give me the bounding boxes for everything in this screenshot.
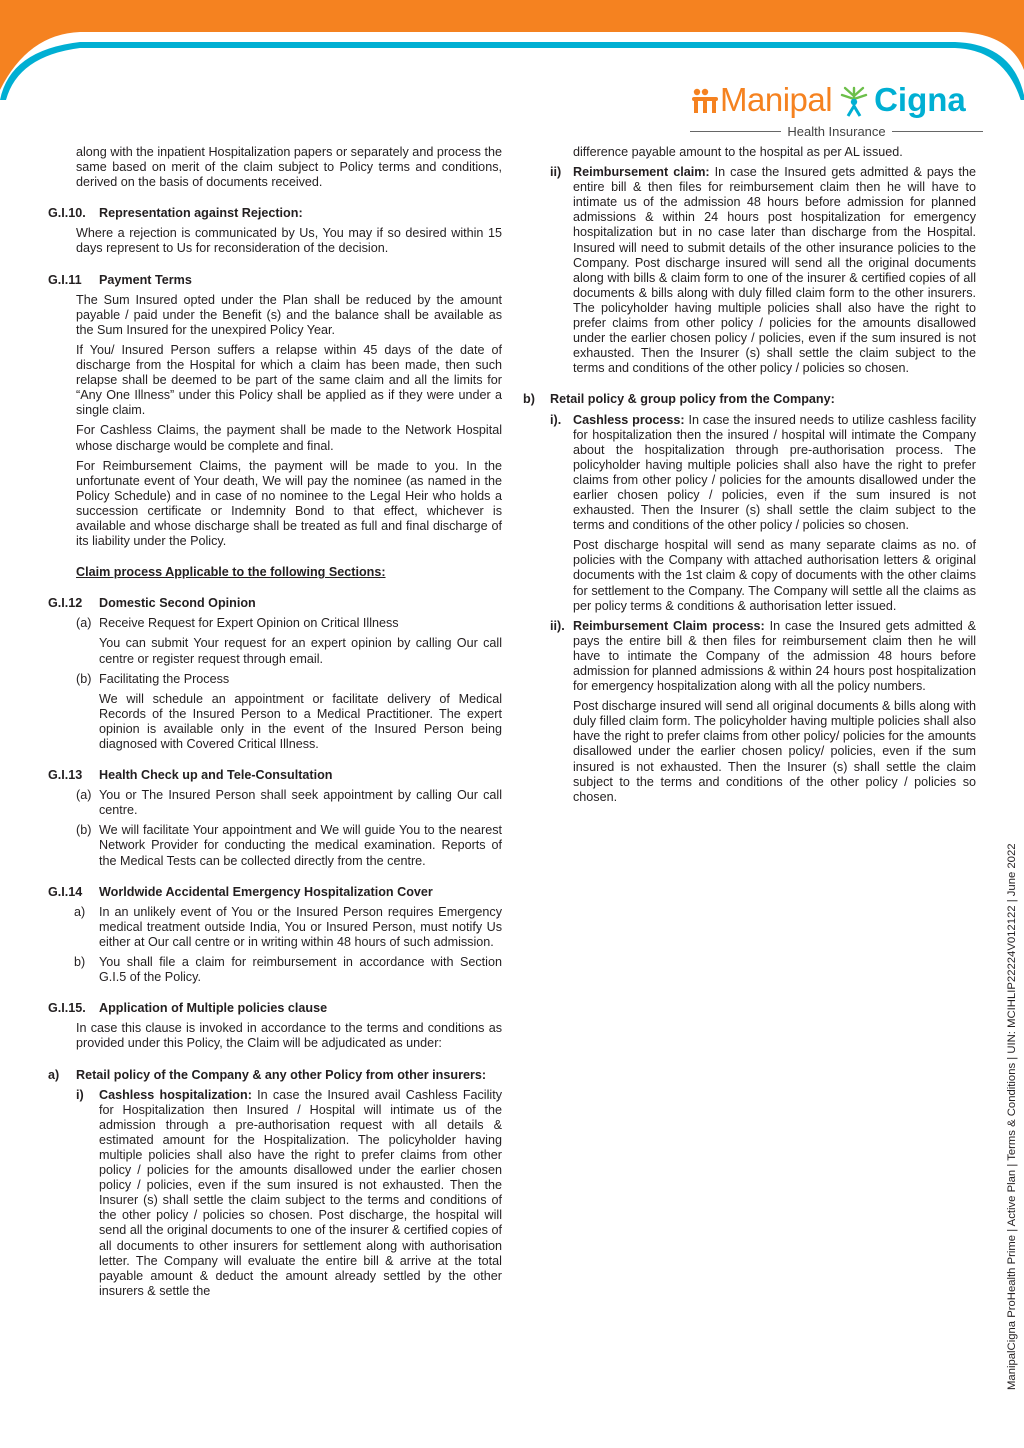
section-title: Worldwide Accidental Emergency Hospitalization Cover — [99, 884, 433, 899]
item-text — [573, 619, 976, 694]
item-title: Reimbursement claim: — [573, 165, 710, 180]
item-title: Facilitating the Process — [99, 671, 230, 686]
item-body: In case the insured needs to utilize cashless facility for hospitalization then the insured / hospital will intimate the Company about the hospitalization through pre-authorisation process. The policyholder having multiple policies shall also have the right to prefer claims from other policy / policies for the amounts disallowed under the earlier chosen policy / policies, even if the sum insured is not exhausted. Then the Insurer (s) shall settle the claim subject to the terms and conditions of the other policy / policies so chosen. — [573, 412, 976, 533]
section-a-heading — [48, 1068, 502, 1083]
left-column — [48, 145, 502, 1299]
manipal-mark-icon — [690, 87, 720, 113]
item-body: In case the Insured gets admitted & pays the entire bill & then files for reimbursement claim then he will have to intimate us of the admission 48 hours before admission for planned admissions & within 24 hours post hospitalization for emergency hospitalization but in no case later than discharge from the Hospital. Insured will need to submit details of the other insurance policies to the Company. Post discharge insured will send all the original documents along with bills & claim form to one of the insurer & certified copies of all documents & bills along with duly filled claim form to the other insurers. The policyholder having multiple policies shall also have the right to prefer claims from other policy / policies for the amounts disallowed under the earlier chosen policy / policies, even if the sum insured is not exhausted. Then the Insurer (s) shall settle the claim subject to the terms and conditions of the other policy / policies so chosen. — [573, 165, 977, 376]
claim-process-heading: Claim process Applicable to the following Sections: — [76, 565, 386, 580]
section-b-item-i — [550, 413, 976, 534]
gi11-paragraph-2: If You/ Insured Person suffers a relapse within 45 days of the date of discharge from the Hospital for which a claim has been made, then such relapse shall be deemed to be part of the same claim and all the limits for “Any One Illness” under this Policy shall be applied as if they were under a single claim. — [76, 342, 502, 418]
item-text: We will facilitate Your appointment and We will guide You to the nearest Network Provider for conducting the medical examination. Reports of the Medical Tests can be collected directly from the centre. — [99, 823, 502, 868]
item-marker: b) — [74, 955, 86, 970]
item-marker: ii). — [550, 618, 565, 633]
section-b-item-ii-paragraph-2: Post discharge insured will send all original documents & bills along with duly filled claim form. The policyholder having multiple policies shall also have the right to prefer claims from other policy/ policies for the amounts disallowed under the earlier chosen policy/ policies, even if the sum insured is not exhausted. Then the Insurer (s) shall settle the claim subject to the terms and conditions of the other policy / policies so chosen. — [573, 699, 976, 804]
item-text — [573, 165, 976, 376]
item-marker: ii) — [550, 165, 562, 180]
section-a-item-ii — [550, 165, 976, 376]
section-number: G.I.14 — [48, 884, 83, 899]
section-heading-gi11 — [48, 273, 502, 288]
item-marker: (b) — [76, 823, 92, 838]
tagline-rule-left — [690, 131, 781, 132]
vertical-footer-text: ManipalCigna ProHealth Prime | Active Plan | Terms & Conditions | UIN: MCIHLIP22224V012122 | June 2022 — [1006, 843, 1018, 1390]
section-number: G.I.12 — [48, 596, 83, 611]
item-title: Cashless hospitalization: — [99, 1087, 252, 1102]
section-number: G.I.11 — [48, 272, 82, 287]
section-heading-gi13 — [48, 768, 502, 783]
section-b-item-i-paragraph-2: Post discharge hospital will send as many separate claims as no. of policies with the Company with attached authorisation letters & original documents with the 1st claim & copy of documents with the other claims for settlement to the Company. The Company will settle all the claims as per policy terms & conditions & authorisation letter issued. — [573, 538, 976, 613]
section-title: Domestic Second Opinion — [99, 596, 256, 611]
brand-name-cigna: Cigna — [874, 81, 966, 118]
gi12-item-b — [76, 672, 502, 687]
section-title: Representation against Rejection: — [99, 206, 303, 221]
section-b-item-ii — [550, 619, 976, 694]
gi14-item-a — [74, 905, 502, 950]
item-text: In an unlikely event of You or the Insured Person requires Emergency medical treatment outside India, You or Insured Person, must notify Us either at Our call centre or in writing within 48 hours of such admission. — [99, 904, 502, 949]
item-marker: b) — [523, 392, 535, 407]
item-text — [99, 1088, 502, 1299]
item-marker: (a) — [76, 616, 92, 631]
section-title: Health Check up and Tele-Consultation — [99, 768, 333, 783]
item-title: Cashless process: — [573, 412, 685, 427]
section-b-heading — [523, 392, 976, 407]
section-heading-gi12 — [48, 596, 502, 611]
item-marker: (a) — [76, 788, 92, 803]
brand-tagline: Health Insurance — [787, 124, 886, 139]
gi12-item-b-body: We will schedule an appointment or facilitate delivery of Medical Records of the Insured Person to a Medical Practitioner. The expert opinion is available only in the event of the Insured Person being diagnosed with Covered Critical Illness. — [99, 691, 502, 751]
section-title: Application of Multiple policies clause — [99, 1001, 328, 1016]
gi12-item-a — [76, 616, 502, 631]
gi14-item-b — [74, 955, 502, 985]
continued-text: difference payable amount to the hospital as per AL issued. — [573, 145, 903, 159]
item-marker: a) — [74, 904, 86, 919]
item-body: In case the Insured gets admitted & pays the entire bill & then files for reimbursement claim then he will have to intimate the Company of the admission 48 hours before admission for planned admissions & within 24 hours post hospitalization for emergency hospitalization along with all the policy numbers. — [573, 618, 977, 694]
section-a-item-i — [76, 1088, 502, 1299]
brand-name-manipal: Manipal — [720, 81, 833, 118]
gi11-paragraph-3: For Cashless Claims, the payment shall be made to the Network Hospital whose discharge would be complete and final. — [76, 423, 502, 453]
section-heading-gi10 — [48, 206, 502, 221]
item-text: You or The Insured Person shall seek appointment by calling Our call centre. — [99, 788, 502, 818]
item-title: Retail policy of the Company & any other Policy from other insurers: — [76, 1067, 487, 1082]
item-body: In case the Insured avail Cashless Facility for Hospitalization then Insured / Hospital will intimate us of the admission through a pre-authorisation request with all details & estimated amount for the Hospitalization. The policyholder having multiple policies shall also have the right to prefer claims from other policy / policies for the amounts disallowed under the earlier chosen policy / policies, even if the sum insured is not exhausted. Then the Insurer (s) shall settle the claim subject to the terms and conditions of the other policy / policies so chosen. Post discharge, the hospital will send all the original documents to one of the insurer & certified copies of all documents to other insurers for settlement along with authorisation letter. The Company will evaluate the entire bill & arrive at the total payable amount & deduct the amount already settled by the other insurers & settle the — [99, 1087, 502, 1298]
section-heading-gi15 — [48, 1001, 502, 1016]
item-title: Receive Request for Expert Opinion on Critical Illness — [99, 616, 399, 631]
gi11-paragraph-4: For Reimbursement Claims, the payment will be made to you. In the unfortunate event of Your death, We will pay the nominee (as named in the Policy Schedule) and in case of no nominee to the Legal Heir who holds a succession certificate or Indemnity Bond to that effect, whichever is available and whose discharge shall be treated as full and final discharge of its liability under the Policy. — [76, 458, 502, 549]
tagline-rule-right — [892, 131, 983, 132]
item-marker: a) — [48, 1067, 60, 1082]
gi13-item-a — [76, 788, 502, 818]
section-number: G.I.13 — [48, 768, 83, 783]
intro-paragraph: along with the inpatient Hospitalization papers or separately and process the same based on merit of the claim subject to Policy terms and conditions, derived on the basis of documents received. — [76, 145, 502, 190]
item-marker: i). — [550, 412, 562, 427]
cigna-tree-icon — [838, 82, 870, 118]
gi10-body: Where a rejection is communicated by Us, You may if so desired within 15 days represent to Us for reconsideration of the decision. — [76, 226, 502, 256]
section-title: Payment Terms — [99, 272, 192, 287]
brand-tagline-row — [690, 124, 983, 139]
item-title: Retail policy & group policy from the Company: — [550, 392, 835, 407]
section-number: G.I.10. — [48, 206, 86, 221]
item-marker: (b) — [76, 671, 92, 686]
gi12-item-a-body: You can submit Your request for an expert opinion by calling Our call centre or register request through email. — [99, 636, 502, 666]
section-number: G.I.15. — [48, 1001, 86, 1016]
gi11-paragraph-1: The Sum Insured opted under the Plan shall be reduced by the amount payable / paid under the Benefit (s) and the balance shall be available as the Sum Insured for the unexpired Policy Year. — [76, 292, 502, 337]
item-text: You shall file a claim for reimbursement in accordance with Section G.I.5 of the Policy. — [99, 955, 502, 985]
right-column — [523, 145, 976, 805]
gi15-body: In case this clause is invoked in accordance to the terms and conditions as provided under this Policy, the Claim will be adjudicated as under: — [76, 1021, 502, 1051]
section-heading-gi14 — [48, 885, 502, 900]
item-marker: i) — [76, 1087, 84, 1102]
gi13-item-b — [76, 823, 502, 868]
item-title: Reimbursement Claim process: — [573, 618, 765, 633]
brand-logo — [690, 80, 990, 144]
item-text — [573, 413, 976, 534]
